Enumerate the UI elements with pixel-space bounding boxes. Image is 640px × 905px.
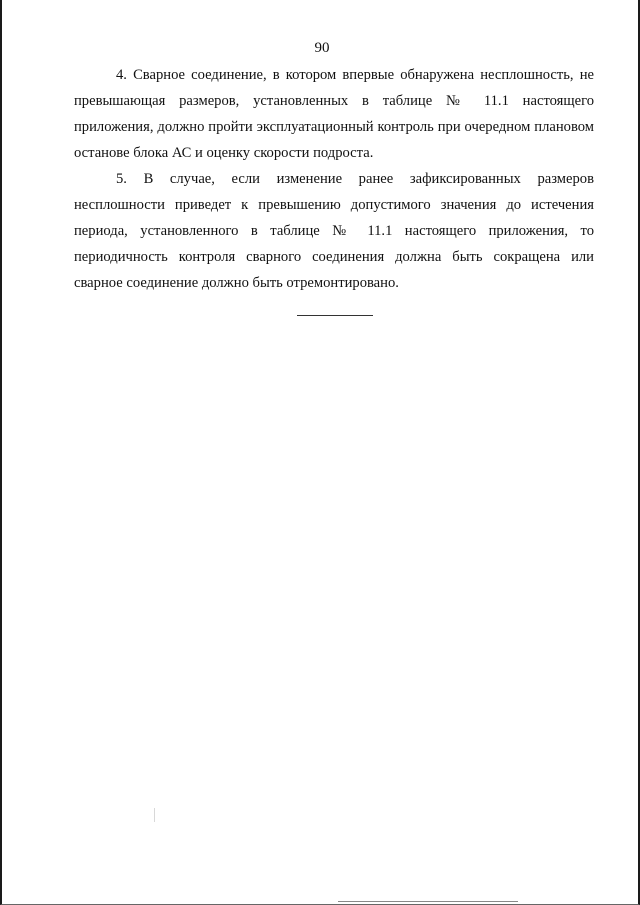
scan-artifact [154, 808, 155, 822]
page-number: 90 [314, 40, 330, 56]
paragraph-5: 5. В случае, если изменение ранее зафиксированных размеров несплошности приведет к превышению допустимого значения до истечения периода, установленного в таблице № 11.1 настоящего приложения, то периодичность контроля сварного соединения должна быть сокращена или сварное соединение должно быть отремонтировано. [74, 171, 594, 292]
bottom-edge-mark [338, 901, 518, 902]
paragraph-4: 4. Сварное соединение, в котором впервые обнаружена несплошность, не превышающая размеров, установленных в таблице № 11.1 настоящего приложения, должно пройти эксплуатационный контроль при очередном плановом останове блока АС и оценку скорости подроста. [74, 67, 594, 162]
separator-line [297, 315, 373, 316]
